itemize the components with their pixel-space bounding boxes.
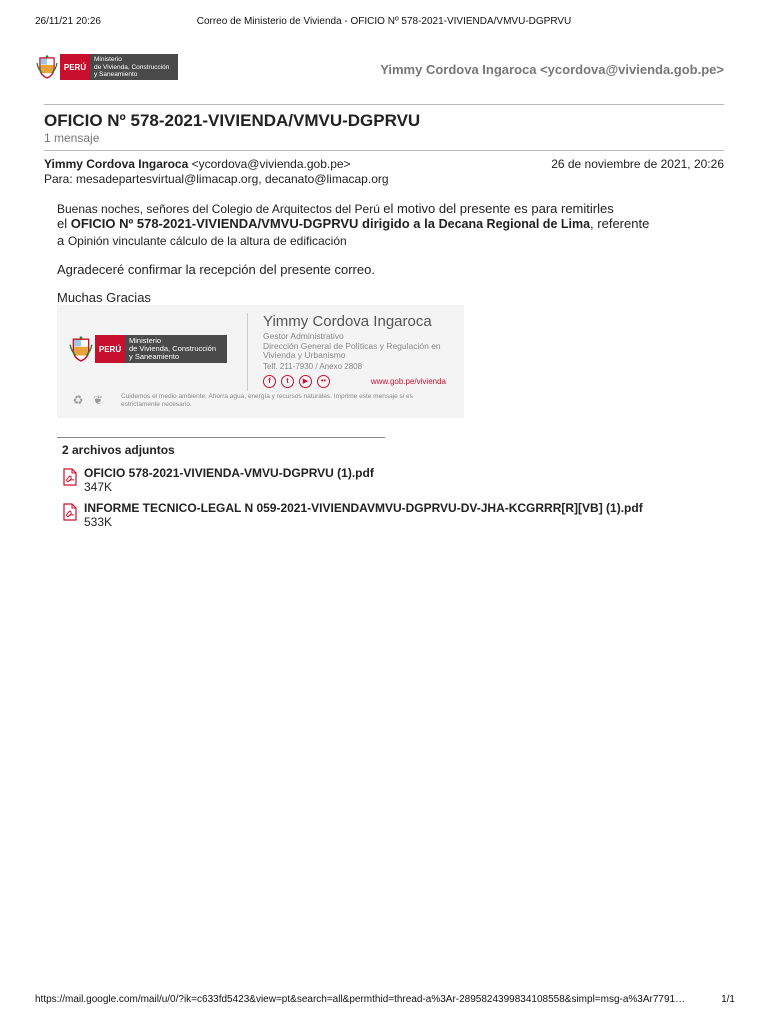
flickr-icon[interactable]: •• (317, 375, 330, 388)
attachment-name[interactable]: OFICIO 578-2021-VIVIENDA-VMVU-DGPRVU (1).pdf (84, 466, 374, 480)
signature-phone: Telf. 211-7930 / Anexo 2808 (263, 362, 363, 371)
body-greeting: Buenas noches, señores del Colegio de Arquitectos del Perú (57, 202, 384, 216)
email-signature (57, 305, 464, 418)
eco-note-1: Cuidemos el medio ambiente. Ahorra agua, energía y recursos naturales. Imprime este mensaje si es (121, 393, 413, 400)
ministry-line-2: de Vivienda, Construcción (129, 344, 216, 353)
message-count: 1 mensaje (44, 131, 100, 145)
header-divider (44, 104, 724, 105)
body-thanks: Muchas Gracias (57, 290, 151, 305)
body-oficio-ref: OFICIO Nº 578-2021-VIVIENDA/VMVU-DGPRVU dirigido a la (70, 216, 439, 231)
body-line-3 (57, 233, 717, 248)
print-page-number: 1/1 (721, 994, 735, 1005)
thread-subject: OFICIO Nº 578-2021-VIVIENDA/VMVU-DGPRVU (44, 111, 421, 130)
brand-header (36, 52, 724, 86)
ministry-name-box (125, 335, 227, 363)
body-line-2 (57, 216, 717, 231)
print-footer (0, 994, 768, 1008)
signature-name: Yimmy Cordova Ingaroca (263, 313, 432, 330)
signature-logo (69, 335, 227, 363)
attachment-size: 533K (84, 515, 113, 529)
signature-role-block (263, 332, 463, 361)
ministry-line-3: y Saneamiento (94, 71, 138, 78)
body-referente: , referente (590, 216, 650, 231)
message-date: 26 de noviembre de 2021, 20:26 (551, 157, 724, 171)
ministry-name-box (90, 54, 178, 80)
attachments-divider (57, 437, 385, 438)
body-article: el (57, 216, 71, 231)
body-recipient-title: Decana Regional de Lima (438, 217, 591, 231)
ministry-line-2: de Vivienda, Construcción (94, 63, 170, 71)
twitter-icon[interactable]: t (281, 375, 294, 388)
peru-badge: PERÚ (95, 335, 125, 363)
pdf-file-icon (62, 468, 78, 486)
sender-email[interactable]: <ycordova@vivienda.gob.pe> (191, 157, 351, 171)
print-header (0, 16, 768, 30)
signature-dept-2: Vivienda y Urbanismo (263, 350, 346, 360)
ministry-line-1: Ministerio (129, 336, 162, 345)
pdf-file-icon (62, 503, 78, 521)
attachment-name[interactable]: INFORME TECNICO-LEGAL N 059-2021-VIVIENDAVMVU-DGPRVU-DV-JHA-KCGRRR[R][VB] (1).pdf (84, 501, 643, 515)
ministry-line-1: Ministerio (94, 56, 122, 63)
body-confirm: Agradeceré confirmar la recepción del presente correo. (57, 262, 375, 277)
coat-of-arms-icon (36, 55, 58, 79)
sender-row (44, 157, 724, 171)
body-a: a (57, 233, 68, 248)
signature-eco-note (121, 393, 451, 409)
eco-note-2: estrictamente necesario. (121, 401, 192, 408)
attachment-size: 347K (84, 480, 113, 494)
signature-role: Gestor Administrativo (263, 331, 344, 341)
signature-divider (247, 313, 248, 391)
peru-badge: PERÚ (60, 54, 90, 80)
print-url: https://mail.google.com/mail/u/0/?ik=c633fd5423&view=pt&search=all&permthid=thread-a%3Ar-2895824399834108558&simpl=msg-a%3Ar7791… (35, 994, 686, 1005)
print-datetime: 26/11/21 20:26 (35, 16, 101, 27)
coat-of-arms-icon (69, 336, 93, 362)
facebook-icon[interactable]: f (263, 375, 276, 388)
plant-icon: ❦ (92, 393, 104, 407)
social-links (263, 375, 330, 388)
body-line-1 (57, 201, 717, 216)
recycle-icon: ♻ (72, 393, 84, 407)
body-topic: Opinión vinculante cálculo de la altura de edificación (67, 234, 347, 248)
signature-dept-1: Dirección General de Políticas y Regulación en (263, 340, 441, 351)
attachments-title: 2 archivos adjuntos (62, 443, 175, 457)
body-purpose: el motivo del presente es para remitirles (383, 201, 614, 216)
eco-icons (71, 393, 105, 407)
print-title: Correo de Ministerio de Vivienda - OFICIO Nº 578-2021-VIVIENDA/VMVU-DGPRVU (196, 16, 572, 27)
recipients: Para: mesadepartesvirtual@limacap.org, decanato@limacap.org (44, 172, 389, 186)
subject-divider (44, 150, 724, 151)
ministry-line-3: y Saneamiento (129, 352, 180, 361)
signature-website[interactable]: www.gob.pe/vivienda (370, 377, 446, 386)
sender-name[interactable]: Yimmy Cordova Ingaroca (44, 157, 189, 171)
account-display: Yimmy Cordova Ingaroca <ycordova@vivienda.gob.pe> (380, 62, 724, 77)
ministry-logo (36, 54, 178, 80)
youtube-icon[interactable]: ▶ (299, 375, 312, 388)
